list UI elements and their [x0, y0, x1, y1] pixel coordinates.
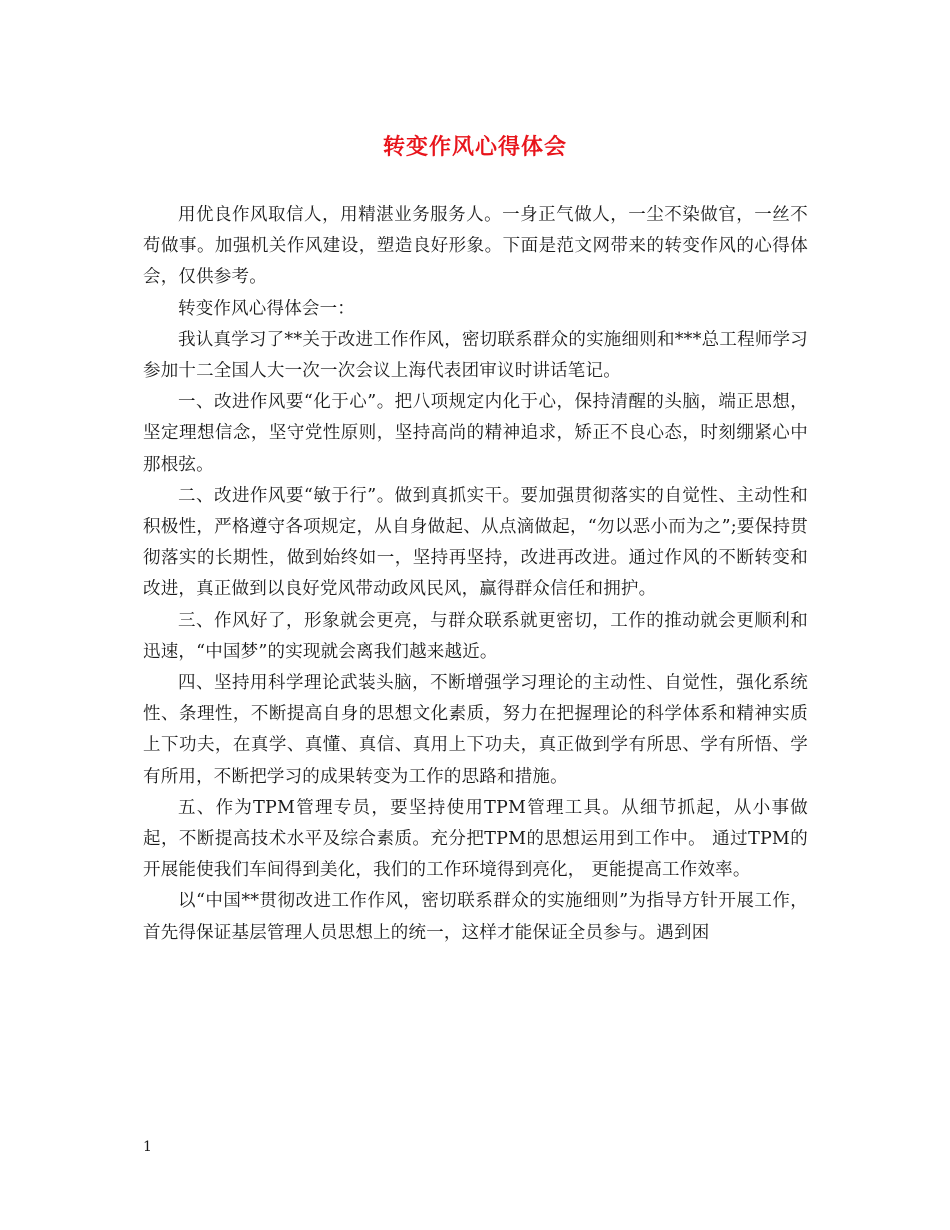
- paragraph-point-3: 三、作风好了，形象就会更亮，与群众联系就更密切，工作的推动就会更顺利和迅速，“中国梦”的实现就会离我们越来越近。: [143, 610, 808, 662]
- document-title: 转变作风心得体会: [382, 135, 567, 160]
- paragraph-guideline: 以“中国**贯彻改进工作作风，密切联系群众的实施细则”为指导方针开展工作，首先得保证基层管理人员思想上的统一，这样才能保证全员参与。遇到困: [143, 891, 808, 943]
- document-body: [143, 200, 808, 949]
- paragraph-point-1: 一、改进作风要“化于心”。把八项规定内化于心，保持清醒的头脑，端正思想，坚定理想信念，坚守党性原则，坚持高尚的精神追求，矫正不良心态，时刻绷紧心中那根弦。: [143, 392, 808, 475]
- paragraph-point-2: 二、改进作风要“敏于行”。做到真抓实干。要加强贯彻落实的自觉性、主动性和积极性，严格遵守各项规定，从自身做起、从点滴做起，“勿以恶小而为之”;要保持贯彻落实的长期性，做到始终如一，坚持再坚持，改进再改进。通过作风的不断转变和改进，真正做到以良好党风带动政风民风，赢得群众信任和拥护。: [143, 485, 808, 600]
- paragraph-intro: 用优良作风取信人，用精湛业务服务人。一身正气做人，一尘不染做官，一丝不苟做事。加强机关作风建设，塑造良好形象。下面是范文网带来的转变作风的心得体会，仅供参考。: [143, 205, 808, 288]
- paragraph-point-5: 五、作为TPM管理专员，要坚持使用TPM管理工具。从细节抓起，从小事做起，不断提高技术水平及综合素质。充分把TPM的思想运用到工作中。 通过TPM的开展能使我们车间得到美化，我们的工作环境得到亮化， 更能提高工作效率。: [143, 797, 808, 881]
- paragraph-point-4: 四、坚持用科学理论武装头脑，不断增强学习理论的主动性、自觉性，强化系统性、条理性，不断提高自身的思想文化素质，努力在把握理论的科学体系和精神实质上下功夫，在真学、真懂、真信、真用上下功夫，真正做到学有所思、学有所悟、学有所用，不断把学习的成果转变为工作的思路和措施。: [143, 673, 808, 787]
- page-number: 1: [143, 1139, 152, 1155]
- paragraph-section-heading: 转变作风心得体会一：: [178, 298, 355, 319]
- paragraph-study-note: 我认真学习了**关于改进工作作风，密切联系群众的实施细则和***总工程师学习参加十二全国人大一次一次会议上海代表团审议时讲话笔记。: [143, 329, 808, 382]
